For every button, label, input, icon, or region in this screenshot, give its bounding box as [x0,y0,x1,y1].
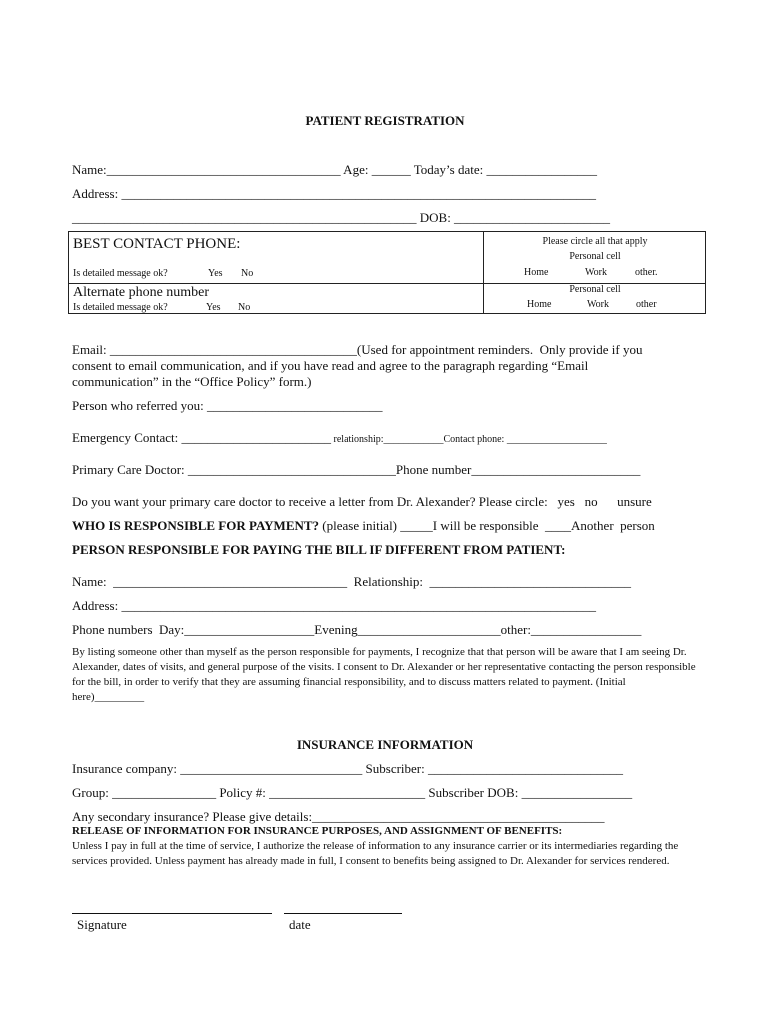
yes-option[interactable]: Yes [208,268,223,279]
dob-line[interactable]: _____________________________________________________ DOB: ________________________ [72,210,611,225]
payment-line[interactable] [72,518,655,534]
phone-contact-box [68,231,706,314]
letter-question[interactable]: Do you want your primary care doctor to receive a letter from Dr. Alexander? Please circle: yes no unsure [72,494,652,509]
detailed-message-question-2: Is detailed message ok? [73,302,168,313]
emergency-contact-label[interactable]: Emergency Contact: _______________________ [72,430,332,445]
responsible-phones-line[interactable]: Phone numbers Day:____________________Evening______________________other:_________________ [72,622,642,637]
responsible-name-line[interactable]: Name: ____________________________________ Relationship: _______________________________ [72,574,631,589]
home-option[interactable]: Home [524,267,549,278]
email-note-line-3: communication” in the “Office Policy” form.) [72,374,312,389]
secondary-insurance-line[interactable]: Any secondary insurance? Please give details:_____________________________________________ [72,809,605,824]
circle-note: Please circle all that apply [542,236,648,247]
responsible-heading: PERSON RESPONSIBLE FOR PAYING THE BILL IF DIFFERENT FROM PATIENT: [72,542,566,557]
signature-line[interactable] [72,913,272,914]
primary-care-line[interactable]: Primary Care Doctor: ________________________________Phone number__________________________ [72,462,641,477]
no-option[interactable]: No [241,268,254,279]
date-line[interactable] [284,913,402,914]
emergency-contact-line[interactable] [72,430,607,448]
contact-phone-label[interactable]: Contact phone: ____________________ [443,434,607,445]
address-line[interactable]: Address: _________________________________________________________________________ [72,186,596,201]
other-option-2[interactable]: other [636,299,657,310]
work-option[interactable]: Work [585,267,607,278]
consent-paragraph: By listing someone other than myself as the person responsible for payments, I recognize that that person will be aware that I am seeing Dr. Alexander, dates of visits, and general purpose of the visits. I consent to Dr. Alexander or her representative contacting the person responsible for the bill, in order to verify that they are assuming financial responsibility, and to discuss matters related to payment. (Initial here)_________ [72,646,696,703]
relationship-label[interactable]: relationship:____________ [331,434,444,445]
work-option-2[interactable]: Work [587,299,609,310]
referred-by-line[interactable]: Person who referred you: ___________________________ [72,398,383,413]
home-option-2[interactable]: Home [527,299,552,310]
payment-heading: WHO IS RESPONSIBLE FOR PAYMENT? [72,518,320,533]
insurance-heading: INSURANCE INFORMATION [296,737,474,752]
personal-cell-option-2[interactable]: Personal cell [569,284,621,295]
best-contact-phone-label: BEST CONTACT PHONE: [73,236,241,252]
payment-options[interactable]: (please initial) _____I will be responsible ____Another person [319,518,655,533]
signature-label: Signature [77,917,127,932]
release-heading: RELEASE OF INFORMATION FOR INSURANCE PURPOSES, AND ASSIGNMENT OF BENEFITS: [72,825,563,837]
insurance-company-line[interactable]: Insurance company: ____________________________ Subscriber: ______________________________ [72,761,624,776]
date-label: date [289,917,311,932]
insurance-group-line[interactable]: Group: ________________ Policy #: ________________________ Subscriber DOB: _________________ [72,785,633,800]
personal-cell-option[interactable]: Personal cell [569,251,621,262]
email-line[interactable]: Email: ______________________________________(Used for appointment reminders. Only provide if you [72,342,643,357]
detailed-message-question: Is detailed message ok? [73,268,168,279]
no-option-2[interactable]: No [238,302,251,313]
responsible-address-line[interactable]: Address: _________________________________________________________________________ [72,598,596,613]
other-option[interactable]: other. [635,267,658,278]
name-age-date-line[interactable]: Name:____________________________________ Age: ______ Today’s date: _________________ [72,162,597,177]
page-title: PATIENT REGISTRATION [305,113,465,128]
yes-option-2[interactable]: Yes [206,302,221,313]
alternate-phone-label: Alternate phone number [73,285,210,300]
email-note-line-2: consent to email communication, and if you have read and agree to the paragraph regarding “Email [72,358,589,373]
release-paragraph: Unless I pay in full at the time of service, I authorize the release of information to any insurance carrier or its intermediaries regarding the services provided. Unless payment has already made in full, I consent to benefits being assigned to Dr. Alexander for services rendered. [72,840,679,867]
